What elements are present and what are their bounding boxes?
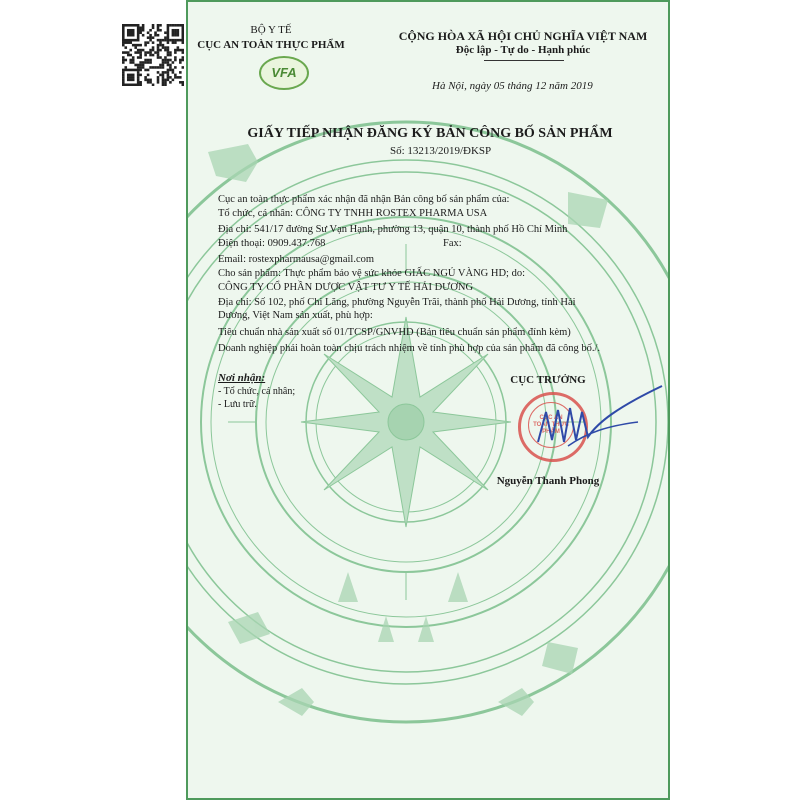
responsibility-line: Doanh nghiệp phải hoàn toàn chịu trách nhiệm về tính phù hợp của sản phẩm đã công bố./. [218,343,600,354]
signature-mark [528,382,668,462]
document-number: Số: 13213/2019/ĐKSP [390,145,492,157]
document-title: GIẤY TIẾP NHẬN ĐĂNG KÝ BẢN CÔNG BỐ SẢN PHẨM [247,126,613,141]
place-date: Hà Nội, ngày 05 tháng 12 năm 2019 [432,80,593,92]
agency-name: CỤC AN TOÀN THỰC PHẨM [197,39,345,51]
standard-line: Tiêu chuẩn nhà sản xuất số 01/TCSP/GNVHD (Bản tiêu chuẩn sản phẩm đính kèm) [218,327,571,338]
organization-line: Tổ chức, cá nhân: CÔNG TY TNHH ROSTEX PHARMA USA [218,208,488,219]
vfa-logo [259,56,309,90]
manufacturer-address-line-2: Dương, Việt Nam sản xuất, phù hợp: [218,310,373,321]
motto-underline [484,60,564,61]
recipients-heading: Nơi nhận: [218,372,266,384]
vfa-logo-text: VFA [271,65,297,80]
fax-label: Fax: [443,238,462,249]
intro-line: Cục an toàn thực phẩm xác nhận đã nhận Bản công bố sản phẩm của: [218,194,510,205]
document-frame [186,0,670,800]
signer-role: CỤC TRƯỞNG [510,374,586,386]
signer-name: Nguyễn Thanh Phong [496,475,600,487]
product-line: Cho sản phẩm: Thực phẩm bảo vệ sức khỏe GIẤC NGỦ VÀNG HD; do: [218,268,525,279]
nation-title: CỘNG HÒA XÃ HỘI CHỦ NGHĨA VIỆT NAM [398,29,648,43]
stamp-text: CỤC AN TOÀN THỰC PHẨM [533,415,569,435]
manufacturer-address-line: Địa chỉ: Số 102, phố Chi Lăng, phường Nguyễn Trãi, thành phố Hải Dương, tỉnh Hải [218,297,576,308]
qr-code [122,24,184,86]
motto: Độc lập - Tự do - Hạnh phúc [455,44,591,56]
certificate-document [186,0,670,800]
ministry-name: BỘ Y TẾ [250,24,292,36]
manufacturer-line: CÔNG TY CỔ PHẦN DƯỢC VẬT TƯ Y TẾ HẢI DƯƠNG [218,282,474,293]
email-line: Email: rostexpharmausa@gmail.com [218,254,375,265]
recipient-item: - Tổ chức, cá nhân; [218,386,296,397]
phone-line: Điện thoại: 0909.437.768 [218,238,326,249]
recipient-item: - Lưu trữ. [218,399,257,410]
address-line: Địa chỉ: 541/17 đường Sư Vạn Hạnh, phường 13, quận 10, thành phố Hồ Chí Minh [218,224,568,235]
